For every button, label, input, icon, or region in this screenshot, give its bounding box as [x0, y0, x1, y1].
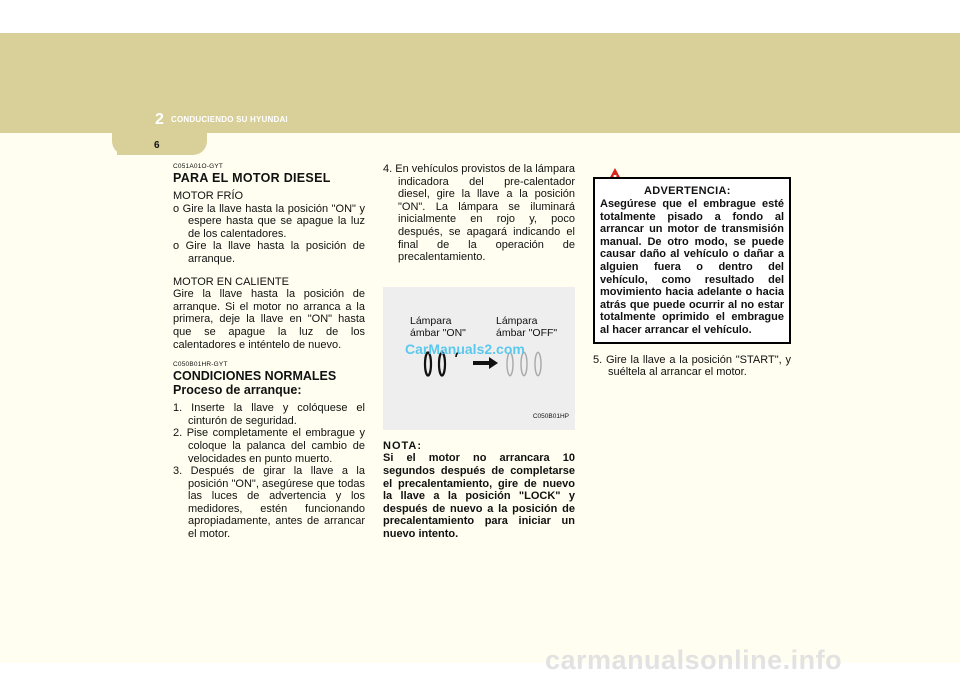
step-2: 2. Pise completamente el embrague y coloque la palanca del cambio de velocidades en punto muerto. — [173, 427, 365, 465]
column-right — [593, 173, 791, 379]
site-watermark: CarManuals2.com — [405, 340, 525, 357]
hot-engine-text: Gire la llave hasta la posición de arranque. Si el motor no arranca a la primera, deje la llave en "ON" hasta que se apague la luz de los calentadores e inténtelo de nuevo. — [173, 288, 365, 351]
cold-engine-title: MOTOR FRÍO — [173, 190, 244, 202]
section-subtitle-start: Proceso de arranque: — [173, 383, 302, 398]
section-code-2: C050B01HR-GYT — [173, 361, 228, 369]
note-title: NOTA: — [383, 439, 423, 452]
column-middle — [383, 163, 575, 541]
page-number: 6 — [154, 140, 160, 151]
section-title-diesel: PARA EL MOTOR DIESEL — [173, 171, 331, 185]
footer-watermark: carmanualsonline.info — [545, 645, 843, 675]
warning-title: ADVERTENCIA: — [644, 185, 731, 197]
arrow-right-icon — [471, 355, 501, 371]
section-title-normal: CONDICIONES NORMALES — [173, 369, 337, 384]
column-left — [173, 163, 365, 541]
figure-code: C050B01HP — [532, 413, 569, 421]
label-lamp-on: Lámpara ámbar "ON" — [410, 314, 466, 339]
step-5: 5. Gire la llave a la posición "START", y suéltela al arrancar el motor. — [593, 353, 791, 379]
warning-text: Asegúrese que el embrague esté totalmente pisado a fondo al arrancar un motor de transmisión manual. De otro modo, se puede causar daño al vehículo o dañar a alguien fuera o dentro del vehículo, como resultado del movimiento hacia adelante o hacia atrás que puede ocurrir al no estar totalmente oprimido el embrague al hacer arrancar el vehículo. — [600, 198, 784, 336]
hot-engine-title: MOTOR EN CALIENTE — [173, 275, 289, 288]
warning-box — [593, 177, 791, 344]
step-4: 4. En vehículos provistos de la lámpara indicadora del pre-calentador diesel, gire la llave a la posición "ON". La lámpara se iluminará inicialmente en rojo y, poco después, se apagará indicando el final de la operación de precalentamiento. — [383, 163, 575, 264]
step-1: 1. Inserte la llave y colóquese el cinturón de seguridad. — [173, 402, 365, 427]
chapter-title: CONDUCIENDO SU HYUNDAI — [171, 115, 288, 124]
chapter-number: 2 — [155, 111, 164, 128]
section-code: C051A01O-GYT — [173, 163, 224, 170]
header-band — [0, 33, 960, 133]
label-lamp-off: Lámpara ámbar "OFF" — [496, 314, 558, 339]
cold-item-2: o Gire la llave hasta la posición de arranque. — [173, 240, 365, 265]
glow-lamp-figure — [383, 287, 575, 430]
step-3: 3. Después de girar la llave a la posición "ON", asegúrese que todas las luces de advertencia y los medidores, estén funcionando apropiadamente, antes de arrancar el motor. — [173, 465, 365, 541]
cold-item-1: o Gire la llave hasta la posición "ON" y espere hasta que se apague la luz de los calentadores. — [173, 202, 365, 240]
note-text: Si el motor no arrancara 10 segundos después de completarse el precalentamiento, gire de nuevo la llave a la posición "LOCK" y después de nuevo a la posición de precalentamiento para iniciar un nuevo intento. — [383, 452, 575, 540]
page-tab — [117, 133, 207, 155]
